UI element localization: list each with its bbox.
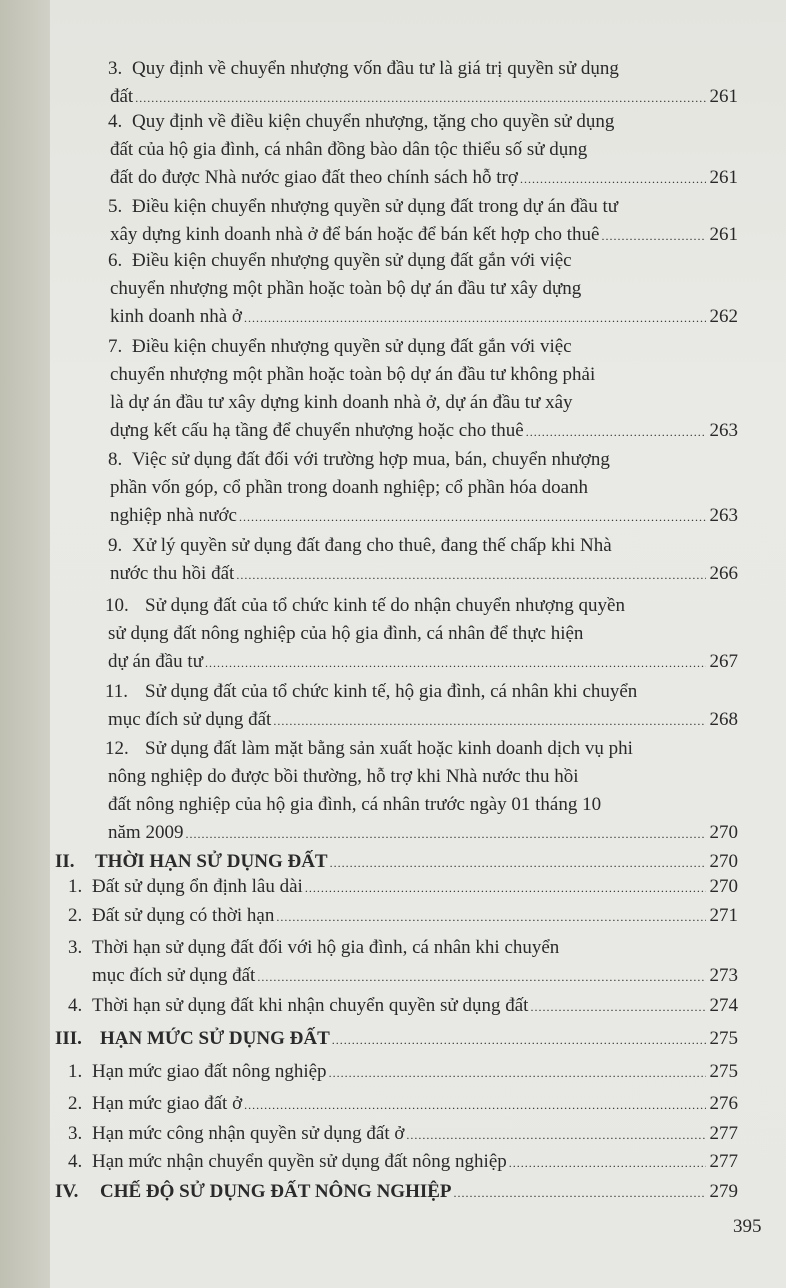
entry-title: Việc sử dụng đất đối với trường hợp mua, bán, chuyển nhượng: [132, 449, 610, 470]
toc-entry: [108, 446, 738, 531]
entry-title: đất của hộ gia đình, cá nhân đồng bào dân tộc thiểu số sử dụng: [110, 139, 588, 160]
toc-entry: [105, 735, 738, 848]
entry-page: 273: [709, 965, 738, 986]
entry-title: Hạn mức nhận chuyển quyền sử dụng đất nông nghiệp: [92, 1151, 507, 1172]
toc-entry: [108, 532, 738, 589]
entry-number: 4.: [68, 995, 83, 1016]
leader-dots: [406, 1121, 705, 1149]
toc-line: [105, 678, 738, 706]
entry-number: III.: [55, 1028, 82, 1049]
entry-title: HẠN MỨC SỬ DỤNG ĐẤT: [100, 1028, 330, 1049]
entry-number: 3.: [68, 937, 83, 958]
toc-line: [108, 446, 738, 474]
entry-title: Sử dụng đất làm mặt bằng sản xuất hoặc kinh doanh dịch vụ phi: [145, 738, 633, 759]
toc-entry: [68, 992, 738, 1021]
entry-title: Hạn mức giao đất nông nghiệp: [92, 1061, 327, 1082]
leader-dots: [601, 222, 705, 250]
toc-line: [68, 1148, 738, 1177]
entry-title: THỜI HẠN SỬ DỤNG ĐẤT: [95, 851, 328, 872]
entry-number: 2.: [68, 905, 83, 926]
entry-page: 261: [709, 167, 738, 188]
toc-entry: [68, 1058, 738, 1087]
entry-number: II.: [55, 851, 75, 872]
toc-line: [105, 620, 738, 648]
entry-number: 3.: [108, 58, 123, 79]
toc-line: [105, 763, 738, 791]
leader-dots: [205, 649, 706, 677]
entry-title: Quy định về điều kiện chuyển nhượng, tặng cho quyền sử dụng: [132, 111, 615, 132]
entry-title: xây dựng kinh doanh nhà ở để bán hoặc để bán kết hợp cho thuê: [110, 224, 600, 245]
leader-dots: [530, 993, 705, 1021]
entry-title: đất nông nghiệp của hộ gia đình, cá nhân trước ngày 01 tháng 10: [108, 794, 602, 815]
entry-title: đất: [110, 86, 134, 107]
leader-dots: [185, 820, 705, 848]
toc-line: [68, 934, 738, 962]
entry-number: IV.: [55, 1181, 79, 1202]
entry-page: 277: [709, 1123, 738, 1144]
leader-dots: [239, 503, 706, 531]
entry-page: 279: [709, 1181, 738, 1202]
toc-entry: [68, 934, 738, 991]
entry-title: Đất sử dụng ổn định lâu dài: [92, 876, 303, 897]
toc-line: [108, 193, 738, 221]
entry-title: Điều kiện chuyển nhượng quyền sử dụng đất trong dự án đầu tư: [132, 196, 619, 217]
entry-number: 4.: [68, 1151, 83, 1172]
entry-number: 4.: [108, 111, 123, 132]
leader-dots: [244, 1091, 705, 1119]
leader-dots: [454, 1179, 706, 1207]
leader-dots: [526, 418, 706, 446]
entry-title: năm 2009: [108, 822, 184, 843]
entry-title: Thời hạn sử dụng đất đối với hộ gia đình, cá nhân khi chuyển: [92, 937, 560, 958]
entry-number: 12.: [105, 738, 129, 759]
entry-number: 2.: [68, 1093, 83, 1114]
toc-section: [55, 1025, 738, 1054]
entry-title: là dự án đầu tư xây dựng kinh doanh nhà ở, dự án đầu tư xây: [110, 392, 573, 413]
toc-line: [105, 819, 738, 848]
toc-line: [55, 1025, 738, 1054]
toc-entry: [108, 193, 738, 250]
toc-line: [108, 333, 738, 361]
toc-line: [108, 532, 738, 560]
leader-dots: [520, 165, 706, 193]
entry-title: dựng kết cấu hạ tầng để chuyển nhượng hoặc cho thuê: [110, 420, 524, 441]
toc-entry: [68, 902, 738, 931]
entry-title: sử dụng đất nông nghiệp của hộ gia đình, cá nhân để thực hiện: [108, 623, 584, 644]
toc-line: [68, 992, 738, 1021]
entry-number: 6.: [108, 250, 123, 271]
entry-title: Sử dụng đất của tổ chức kinh tế do nhận chuyển nhượng quyền: [145, 595, 625, 616]
entry-title: Điều kiện chuyển nhượng quyền sử dụng đất gắn với việc: [132, 336, 572, 357]
toc-line: [68, 1058, 738, 1087]
entry-page: 274: [709, 995, 738, 1016]
entry-page: 270: [709, 851, 738, 872]
toc-entry: [108, 247, 738, 332]
toc-entry: [108, 55, 738, 112]
entry-title: chuyển nhượng một phần hoặc toàn bộ dự án đầu tư không phải: [110, 364, 596, 385]
toc-entry: [68, 873, 738, 902]
toc-entry: [105, 592, 738, 677]
entry-page: 275: [709, 1061, 738, 1082]
entry-number: 7.: [108, 336, 123, 357]
entry-title: Đất sử dụng có thời hạn: [92, 905, 275, 926]
entry-title: Xử lý quyền sử dụng đất đang cho thuê, đang thế chấp khi Nhà: [132, 535, 612, 556]
toc-line: [108, 303, 738, 332]
toc-section: [55, 1178, 738, 1207]
entry-title: Hạn mức giao đất ở: [92, 1093, 243, 1114]
toc-entry: [68, 1148, 738, 1177]
entry-title: chuyển nhượng một phần hoặc toàn bộ dự án đầu tư xây dựng: [110, 278, 582, 299]
entry-title: đất do được Nhà nước giao đất theo chính sách hỗ trợ: [110, 167, 518, 188]
toc-line: [108, 108, 738, 136]
toc-line: [55, 1178, 738, 1207]
toc-entry: [68, 1120, 738, 1149]
entry-page: 270: [709, 876, 738, 897]
entry-number: 9.: [108, 535, 123, 556]
leader-dots: [273, 707, 705, 735]
toc-line: [105, 648, 738, 677]
entry-number: 8.: [108, 449, 123, 470]
entry-title: kinh doanh nhà ở: [110, 306, 242, 327]
entry-title: dự án đầu tư: [108, 651, 203, 672]
entry-title: Điều kiện chuyển nhượng quyền sử dụng đất gắn với việc: [132, 250, 572, 271]
leader-dots: [509, 1149, 706, 1177]
entry-page: 271: [709, 905, 738, 926]
leader-dots: [236, 561, 705, 589]
toc-line: [108, 361, 738, 389]
toc-line: [68, 1090, 738, 1119]
entry-number: 1.: [68, 1061, 83, 1082]
leader-dots: [329, 1059, 706, 1087]
entry-title: Hạn mức công nhận quyền sử dụng đất ở: [92, 1123, 405, 1144]
entry-page: 277: [709, 1151, 738, 1172]
entry-page: 263: [709, 505, 738, 526]
entry-title: mục đích sử dụng đất: [108, 709, 272, 730]
toc-line: [108, 560, 738, 589]
entry-title: mục đích sử dụng đất: [92, 965, 256, 986]
entry-page: 263: [709, 420, 738, 441]
page-number: 395: [733, 1216, 762, 1237]
entry-title: CHẾ ĐỘ SỬ DỤNG ĐẤT NÔNG NGHIỆP: [100, 1181, 452, 1202]
entry-number: 5.: [108, 196, 123, 217]
toc-line: [105, 735, 738, 763]
toc-line: [108, 247, 738, 275]
leader-dots: [332, 1026, 706, 1054]
entry-number: 1.: [68, 876, 83, 897]
toc-line: [108, 502, 738, 531]
entry-page: 267: [709, 651, 738, 672]
toc-line: [68, 873, 738, 902]
toc-entry: [108, 108, 738, 193]
entry-page: 261: [709, 224, 738, 245]
leader-dots: [257, 963, 705, 991]
entry-page: 262: [709, 306, 738, 327]
entry-title: nông nghiệp do được bồi thường, hỗ trợ khi Nhà nước thu hồi: [108, 766, 579, 787]
entry-number: 10.: [105, 595, 129, 616]
entry-page: 275: [709, 1028, 738, 1049]
toc-line: [105, 592, 738, 620]
entry-page: 270: [709, 822, 738, 843]
entry-number: 11.: [105, 681, 129, 702]
entry-title: Sử dụng đất của tổ chức kinh tế, hộ gia đình, cá nhân khi chuyển: [145, 681, 638, 702]
entry-title: Quy định về chuyển nhượng vốn đầu tư là giá trị quyền sử dụng: [132, 58, 619, 79]
toc-line: [108, 164, 738, 193]
toc-line: [108, 275, 738, 303]
toc-line: [105, 706, 738, 735]
toc-line: [108, 221, 738, 250]
entry-number: 3.: [68, 1123, 83, 1144]
toc-line: [105, 791, 738, 819]
entry-title: phần vốn góp, cổ phần trong doanh nghiệp; cổ phần hóa doanh: [110, 477, 589, 498]
toc-line: [108, 417, 738, 446]
entry-title: nước thu hồi đất: [110, 563, 235, 584]
entry-page: 276: [709, 1093, 738, 1114]
entry-page: 268: [709, 709, 738, 730]
toc-entry: [108, 333, 738, 446]
entry-page: 261: [709, 86, 738, 107]
toc-line: [68, 962, 738, 991]
entry-title: Thời hạn sử dụng đất khi nhận chuyển quyền sử dụng đất: [92, 995, 529, 1016]
entry-title: nghiệp nhà nước: [110, 505, 237, 526]
toc-entry: [105, 678, 738, 735]
toc-entry: [68, 1090, 738, 1119]
toc-line: [108, 55, 738, 83]
leader-dots: [244, 304, 706, 332]
leader-dots: [276, 903, 705, 931]
toc-line: [68, 1120, 738, 1149]
toc-line: [68, 902, 738, 931]
entry-page: 266: [709, 563, 738, 584]
leader-dots: [305, 874, 706, 902]
toc-line: [108, 136, 738, 164]
toc-line: [108, 389, 738, 417]
toc-line: [108, 474, 738, 502]
